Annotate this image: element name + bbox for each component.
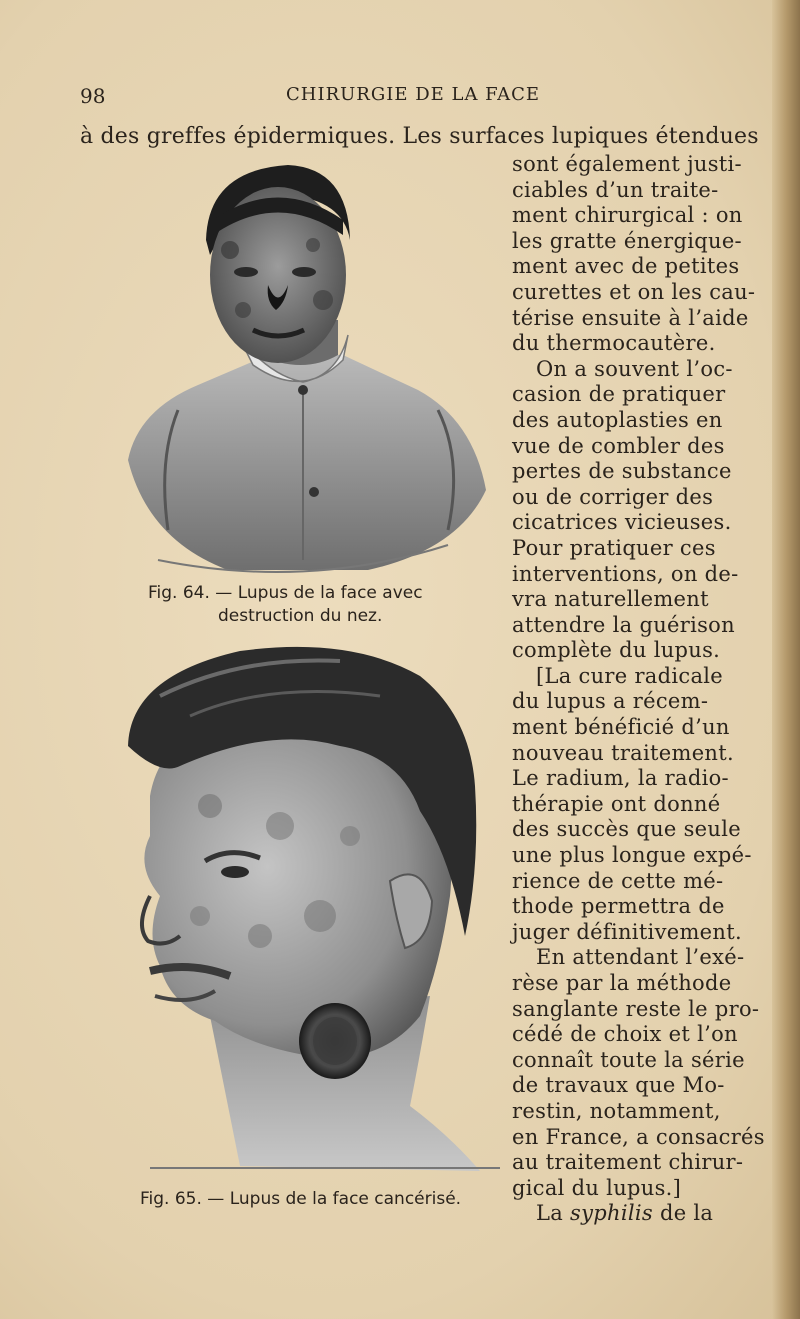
body-text-line: vra naturellement	[512, 587, 709, 612]
running-title: CHIRURGIE DE LA FACE	[286, 84, 541, 105]
figure-64-illustration	[118, 160, 490, 578]
body-text-line: En attendant l’exé-	[536, 945, 745, 970]
body-text-line: sont également justi-	[512, 152, 742, 176]
body-text-line: casion de pratiquer	[512, 382, 726, 407]
body-text-line: [La cure radicale	[536, 663, 724, 688]
body-text-line: interventions, on de-	[512, 561, 739, 586]
body-text-line: vue de combler des	[512, 433, 725, 458]
body-text-line: On a souvent l’oc-	[536, 356, 733, 381]
body-text-line: des succès que seule	[512, 817, 741, 842]
body-text-line: ciables d’un traite-	[512, 177, 719, 202]
body-text-line: connaît toute la série	[512, 1047, 745, 1072]
body-text-line: Pour pratiquer ces	[512, 535, 716, 560]
body-text-line: curettes et on les cau-	[512, 279, 756, 304]
body-text-line: au traitement chirur-	[512, 1150, 744, 1175]
body-text-line: complète du lupus.	[512, 638, 721, 663]
body-text-line: thérapie ont donné	[512, 791, 721, 816]
body-text-line: térise ensuite à l’aide	[512, 305, 749, 330]
body-text-line: nouveau traitement.	[512, 740, 734, 765]
body-text-line: ou de corriger des	[512, 484, 714, 509]
body-text-line: cédé de choix et l’on	[512, 1022, 738, 1047]
body-first-line: à des greffes épidermiques. Les surfaces lupiques étendues	[80, 124, 759, 149]
body-text-line: gical du lupus.]	[512, 1175, 682, 1200]
page-number: 98	[80, 84, 106, 108]
last-line-post: de la	[652, 1201, 714, 1226]
body-text-last-line	[512, 1201, 762, 1227]
figure-64-caption-line2: destruction du nez.	[218, 606, 383, 626]
last-line-pre: La	[536, 1201, 571, 1226]
body-text-line: ment avec de petites	[512, 254, 740, 279]
body-text-line: les gratte énergique-	[512, 228, 742, 253]
body-text-line: de travaux que Mo-	[512, 1073, 725, 1098]
figure-65-illustration	[120, 636, 512, 1182]
body-text-line: juger définitivement.	[512, 919, 742, 944]
body-text-line: du thermocautère.	[512, 331, 716, 356]
last-line-italic: syphilis	[570, 1201, 653, 1226]
body-text-column	[512, 152, 765, 1227]
body-text-line: du lupus a récem-	[512, 689, 709, 714]
body-text-line: ment bénéficié d’un	[512, 715, 730, 740]
body-text-line: rèse par la méthode	[512, 971, 732, 995]
body-text-line: restin, notamment,	[512, 1098, 721, 1123]
book-spine-shadow	[772, 0, 800, 1319]
body-text-line: sanglante reste le pro-	[512, 996, 760, 1021]
figure-64-caption-line1: Fig. 64. — Lupus de la face avec	[148, 583, 423, 603]
body-text-line: thode permettra de	[512, 894, 725, 919]
page-header	[80, 84, 760, 110]
body-text-line: des autoplasties en	[512, 407, 723, 432]
body-text-line: en France, a consacrés	[512, 1124, 765, 1149]
body-text-line: rience de cette mé-	[512, 868, 724, 893]
body-text-line: Le radium, la radio-	[512, 766, 729, 791]
body-text-line: une plus longue expé-	[512, 843, 752, 868]
figure-65-caption: Fig. 65. — Lupus de la face cancérisé.	[140, 1189, 462, 1209]
body-text-line: attendre la guérison	[512, 612, 735, 637]
body-text-line: ment chirurgical : on	[512, 203, 743, 228]
body-text-line: pertes de substance	[512, 459, 732, 484]
body-text-line: cicatrices vicieuses.	[512, 510, 732, 535]
